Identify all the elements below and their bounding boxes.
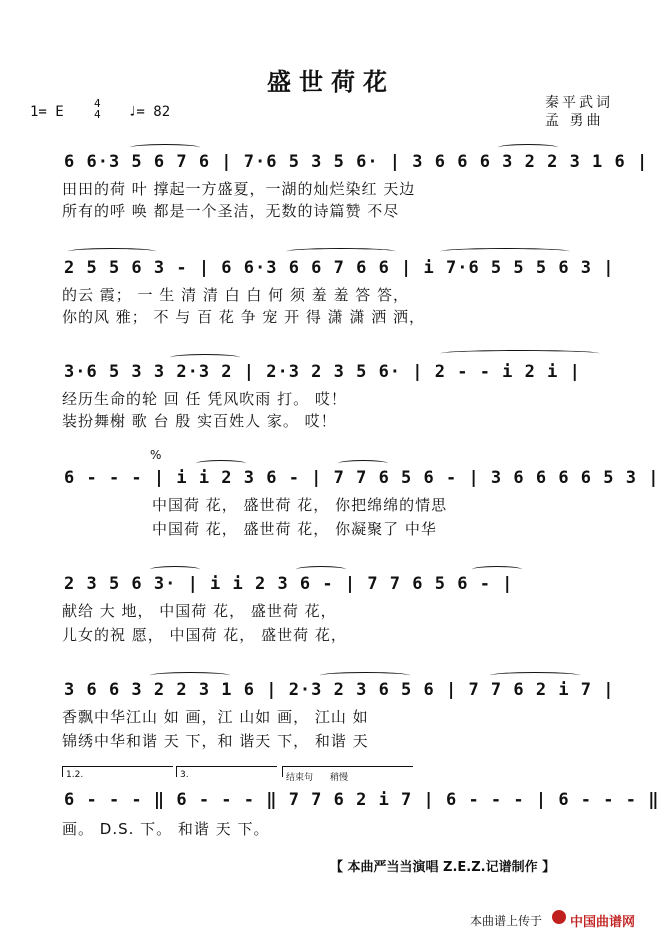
lyrics-line-4b: 中国荷 花， 盛世荷 花， 你凝聚了 中华	[152, 520, 437, 538]
lyrics-line-1a: 田田的荷 叶 撑起一方盛夏，一湖的灿烂染红 天边	[62, 180, 416, 198]
tempo-marking: ♩= 82	[128, 104, 171, 120]
page-title: 盛世荷花	[267, 68, 395, 96]
time-bottom: 4	[94, 108, 101, 121]
notation-line-5: 2 3 5 6 3· | i i 2 3 6 - | 7 7 6 5 6 - |	[64, 574, 514, 594]
footer-logo[interactable]: 中国曲谱网	[570, 915, 636, 930]
lyrics-line-3a: 经历生命的轮 回 任 凭风吹雨 打。 哎！	[62, 390, 347, 408]
slur	[296, 566, 346, 573]
lyrics-line-final: 画。 D.S. 下。 和谐 天 下。	[62, 820, 270, 838]
footer-text: 本曲谱上传于	[470, 914, 543, 928]
slur	[170, 354, 240, 361]
site-logo-icon	[552, 910, 566, 924]
lyrics-line-5a: 献给 大 地， 中国荷 花， 盛世荷 花，	[62, 602, 337, 620]
lyrics-line-6a: 香飘中华江山 如 画，江 山如 画， 江山 如	[62, 708, 369, 726]
volta-bracket-2	[176, 766, 277, 777]
lyricist: 秦平武词	[545, 95, 613, 111]
notation-line-6: 3 6 6 3 2 2 3 1 6 | 2·3 2 3 6 5 6 | 7 7 6 2 i 7 |	[64, 680, 615, 700]
slur	[320, 672, 410, 679]
slur	[490, 672, 580, 679]
slur	[286, 248, 396, 255]
lyrics-line-2b: 你的风 雅； 不 与 百 花 争 宠 开 得 潇 潇 洒 洒，	[62, 308, 425, 326]
slur	[338, 460, 388, 467]
rit-label: 稍慢	[330, 773, 349, 783]
slur	[130, 144, 200, 151]
notation-line-2: 2 5 5 6 3 - | 6 6·3 6 6 7 6 6 | i 7·6 5 5 5 6 3 |	[64, 258, 615, 278]
slur	[498, 144, 558, 151]
time-top: 4	[94, 97, 101, 110]
slur	[68, 248, 156, 255]
slur	[472, 566, 522, 573]
slur	[150, 672, 230, 679]
slur	[196, 460, 246, 467]
slur	[150, 566, 200, 573]
volta-label-1: 1.2.	[66, 770, 84, 780]
notation-line-1: 6 6·3 5 6 7 6 | 7·6 5 3 5 6· | 3 6 6 6 3 2 2 3 1 6 |	[64, 152, 649, 172]
time-signature	[94, 98, 101, 120]
volta-label-2: 3.	[180, 770, 189, 780]
lyrics-line-4a: 中国荷 花， 盛世荷 花， 你把绵绵的情思	[152, 496, 448, 514]
lyrics-line-5b: 儿女的祝 愿， 中国荷 花， 盛世荷 花，	[62, 626, 347, 644]
key-signature: 1= E	[30, 104, 64, 120]
lyrics-line-3b: 装扮舞榭 歌 台 殷 实百姓人 家。 哎！	[62, 412, 337, 430]
segno-sign: %	[150, 448, 162, 462]
lyrics-line-2a: 的云 霞； 一 生 清 清 白 白 何 须 羞 羞 答 答，	[62, 286, 409, 304]
lyrics-line-1b: 所有的呼 唤 都是一个圣洁，无数的诗篇赞 不尽	[62, 202, 400, 220]
notation-line-3: 3·6 5 3 3 2·3 2 | 2·3 2 3 5 6· | 2 - - i 2 i |	[64, 362, 581, 382]
slur	[440, 248, 570, 255]
lyrics-line-6b: 锦绣中华和谐 天 下，和 谐天 下， 和谐 天	[62, 732, 369, 750]
credit-box: 【 本曲严当当演唱 Z.E.Z.记谱制作 】	[330, 860, 556, 875]
slur	[440, 350, 600, 357]
notation-line-final: 6 - - - ‖ 6 - - - ‖ 7 7 6 2 i 7 | 6 - - - | 6 - - - ‖	[64, 790, 660, 810]
composer: 孟 勇曲	[545, 113, 604, 129]
coda-label: 结束句	[286, 773, 314, 783]
notation-line-4: 6 - - - | i i 2 3 6 - | 7 7 6 5 6 - | 3 6 6 6 6 5 3 |	[64, 468, 660, 488]
